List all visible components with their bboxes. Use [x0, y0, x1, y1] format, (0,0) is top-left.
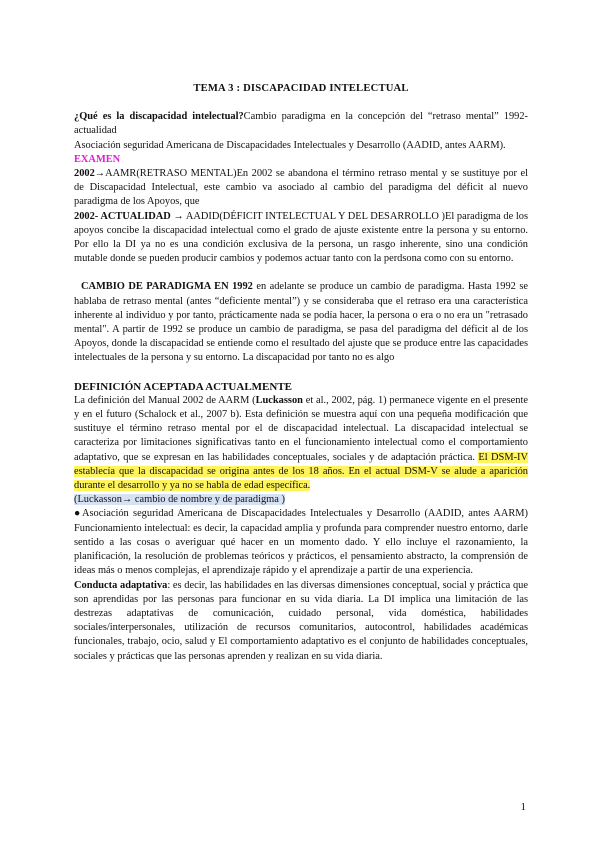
document-title: TEMA 3 : DISCAPACIDAD INTELECTUAL: [193, 83, 409, 94]
definicion-text-a: La definición del Manual 2002 de AARM (: [74, 394, 256, 406]
bullet-text: Asociación seguridad Americana de Discapacidades Intelectuales y Desarrollo (AADID, antes AARM) Funcionamiento intelectual: es decir, la capacidad amplia y profunda para comprender nuestro entorno, darle sentido a las cosas o averiguar qué hacer en un momento dado. Y ello incluye el razonamiento, la planificación, la resolución de problemas teóricos y prácticos, el pensamiento abstracto, la comprensión de ideas más o menos complejas, el aprendizaje rápido y el aprendizaje a partir de una experiencia.: [74, 508, 529, 577]
label-actualidad: 2002- ACTUALIDAD →: [74, 210, 184, 222]
text-actualidad: AADID(DÉFICIT INTELECTUAL Y DEL DESARROLLO )El paradigma de los apoyos concibe la discapacidad intelectual como el grado de ajuste existente entre la persona y su entorno. Por ello la DI ya no es una condición exclusiva de la persona, un rasgo inherente, sino una condición mutable donde se pueden producir cambios y podemos actuar tanto con la perdsona como con su entorno.: [74, 210, 528, 265]
text-2002: AAMR(RETRASO MENTAL)En 2002 se abandona el término retraso mental y se sustituye por el de Discapacidad Intelectual, este cambio va asociado al cambio del paradigma del déficit al nuevo paradigma de los Apoyos, que: [74, 168, 528, 208]
aadid-line: Asociación seguridad Americana de Discapacidades Intelectuales y Desarrollo (AADID, antes AARM).: [74, 139, 506, 151]
examen-label: EXAMEN: [74, 153, 121, 165]
paragraph-actualidad: [74, 210, 528, 267]
document-page: [74, 82, 528, 664]
definicion-text-b: et al., 2002, pág. 1) permanece vigente en el presente y en el futuro (Schalock et al., 2007 b). Esta definición se muestra aquí con una pequeña modificación que sustituye el término retraso mental por el de discapacidad intelectual. La discapacidad intelectual se caracteriza por limitaciones significativas tanto en el funcionamiento intelectual como el comportamiento adaptativo, que se expresan en las habilidades conceptuales, sociales y de adaptación práctica.: [74, 394, 528, 463]
heading-cambio: CAMBIO DE PARADIGMA EN 1992: [80, 281, 253, 293]
intro-question: ¿Qué es la discapacidad intelectual?: [74, 111, 244, 123]
definicion-highlight: El DSM-IV establecía que la discapacidad se origina antes de los 18 años. En el actual DSM-V se alude a aparición durante el desarrollo y ya no se habla de edad específica.: [74, 451, 529, 492]
conducta-heading: Conducta adaptativa: [74, 579, 168, 591]
luckasson-note-line: [74, 493, 528, 507]
paragraph-cambio: [74, 280, 528, 365]
luckasson-note: (Luckasson→ cambio de nombre y de paradigma ): [74, 494, 285, 506]
page-number: 1: [520, 801, 526, 813]
bullet-icon: ●: [74, 508, 82, 520]
bullet-paragraph: [74, 507, 528, 578]
text-cambio: en adelante se produce un cambio de paradigma. Hasta 1992 se hablaba de retraso mental (antes “deficiente mental”) y se consideraba que el retraso era una característica inherente al individuo y por tanto, prácticamente nada se podía hacer, la persona o era o no era un "retrasado mental". A partir de 1992 se produce un cambio de paradigma, se pasa del paradigma del déficit al de los Apoyos, donde la discapacidad se entiende como el resultado del ajuste que se produce entre las capacidades intelectuales de la persona y su entorno. La discapacidad por tanto no es algo: [74, 281, 528, 364]
heading-definicion: DEFINICIÓN ACEPTADA ACTUALMENTE: [74, 380, 292, 393]
intro-question-paragraph: [74, 110, 528, 138]
intro-question-rest: Cambio paradigma en la concepción del “retraso mental” 1992-actualidad: [74, 111, 529, 137]
paragraph-2002: [74, 167, 528, 210]
conducta-text: : es decir, las habilidades en las diversas dimensiones conceptual, social y práctica que son aprendidas por las personas para funcionar en su vida diaria. La DI implica una limitación de las destrezas adaptativas de comunicación, cuidado personal, vida doméstica, habilidades sociales/interpersonales, utilización de recursos comunitarios, autocontrol, habilidades académicas funcionales, trabajo, ocio, salud y El comportamiento adaptativo es el conjunto de habilidades conceptuales, sociales y prácticas que las personas aprenden y realizan en su vida diaria.: [74, 579, 528, 662]
label-2002: 2002→: [74, 168, 106, 180]
definicion-luckasson: Luckasson: [255, 394, 303, 406]
paragraph-definicion: [74, 394, 528, 493]
conducta-paragraph: [74, 579, 528, 664]
